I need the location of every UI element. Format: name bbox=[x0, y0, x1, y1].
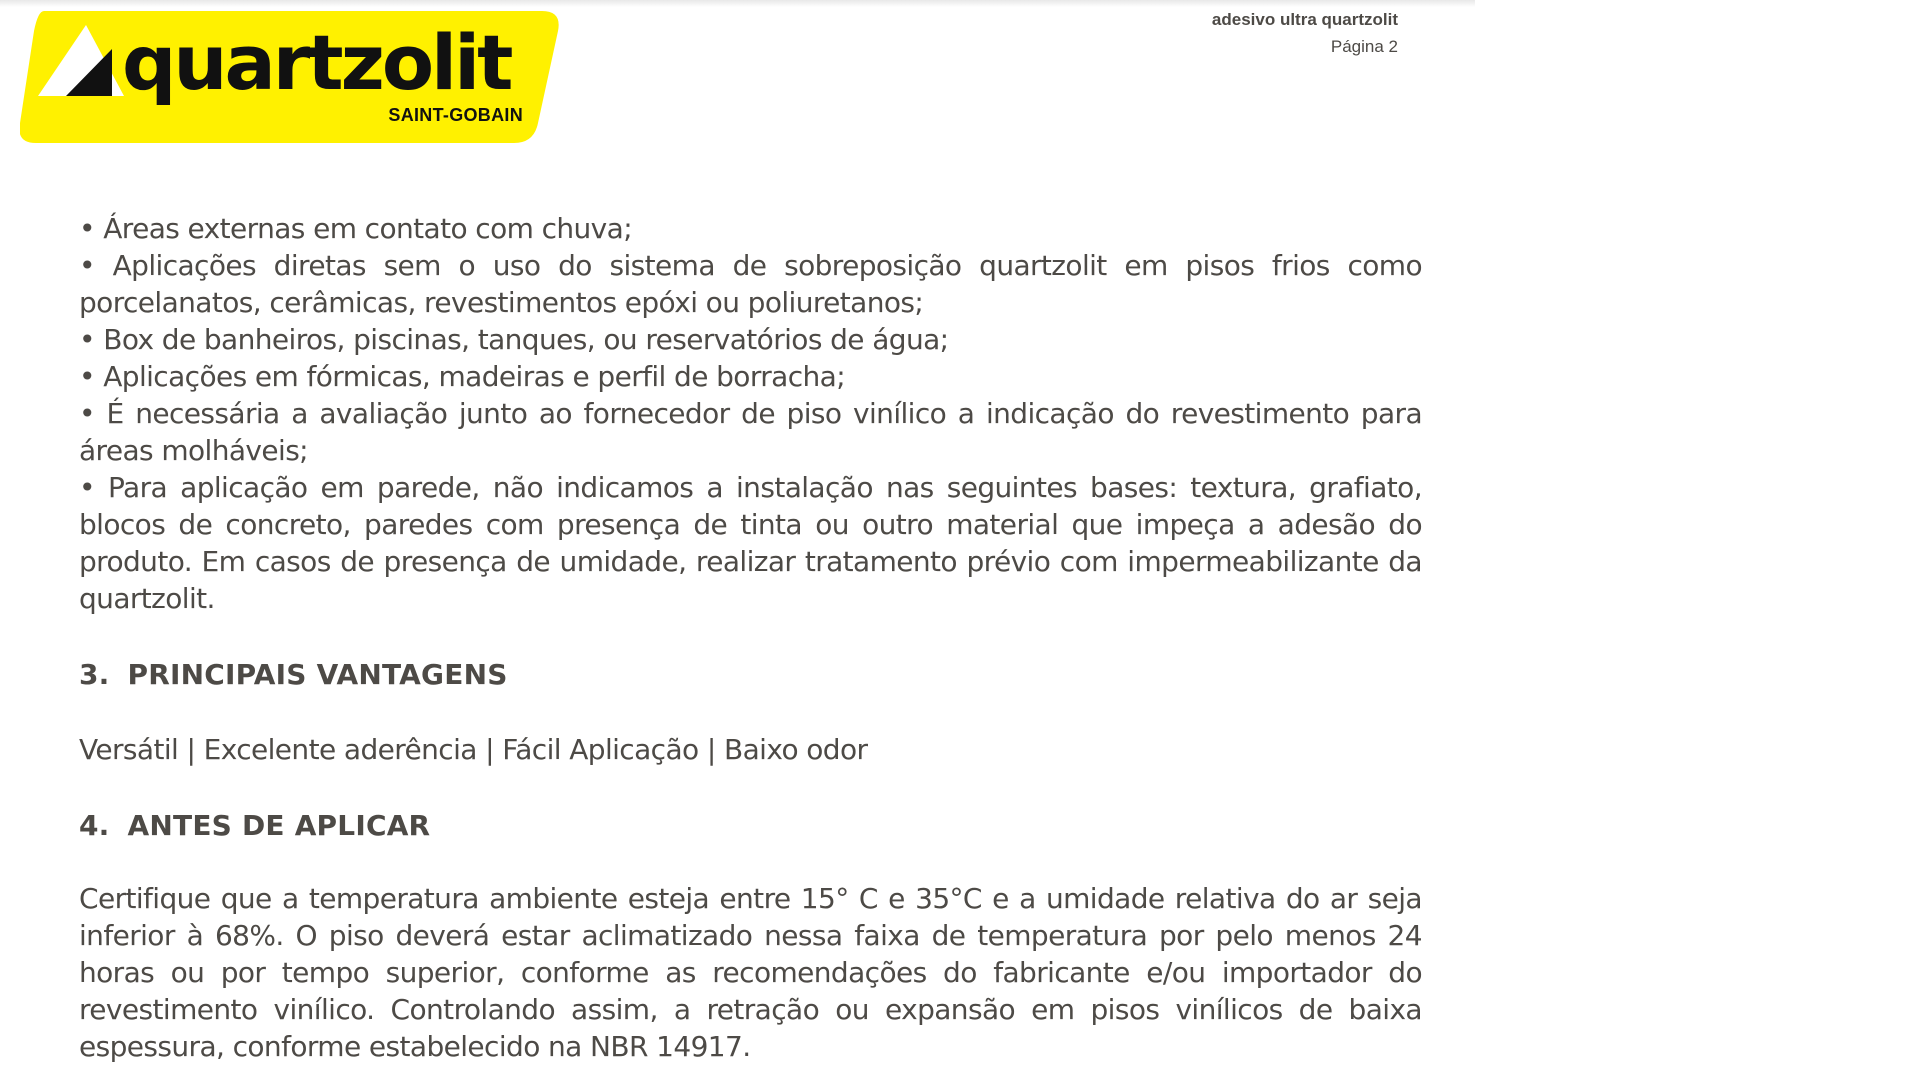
section-text-vantagens: Versátil | Excelente aderência | Fácil Aplicação | Baixo odor bbox=[79, 733, 868, 766]
section-number: 4. bbox=[79, 809, 110, 842]
quartzolit-logo bbox=[20, 11, 560, 143]
document-body bbox=[79, 210, 1422, 1065]
section-heading-antes-de-aplicar bbox=[79, 807, 1422, 844]
document-header bbox=[1212, 6, 1398, 60]
section-title: ANTES DE APLICAR bbox=[127, 809, 431, 842]
list-item: • Áreas externas em contato com chuva; bbox=[79, 210, 1422, 247]
list-item: • Para aplicação em parede, não indicamos a instalação nas seguintes bases: textura, grafiato, blocos de concreto, paredes com presença de tinta ou outro material que impeça a adesão do produto. Em casos de presença de umidade, realizar tratamento prévio com impermeabilizante da quartzolit. bbox=[79, 469, 1422, 617]
restrictions-list bbox=[79, 210, 1422, 617]
section-heading-vantagens bbox=[79, 656, 1422, 693]
list-item: • Aplicações diretas sem o uso do sistema de sobreposição quartzolit em pisos frios como porcelanatos, cerâmicas, revestimentos epóxi ou poliuretanos; bbox=[79, 247, 1422, 321]
page-number: Página 2 bbox=[1330, 37, 1398, 56]
section-text-antes-de-aplicar: Certifique que a temperatura ambiente esteja entre 15° C e 35°C e a umidade relativa do ar seja inferior à 68%. O piso deverá estar aclimatizado nessa faixa de temperatura por pelo menos 24 horas ou por tempo superior, conforme as recomendações do fabricante e/ou importador do revestimento vinílico. Controlando assim, a retração ou expansão em pisos vinílicos de baixa espessura, conforme estabelecido na NBR 14917. bbox=[79, 882, 1422, 1063]
product-name: adesivo ultra quartzolit bbox=[1211, 10, 1398, 29]
section-number: 3. bbox=[79, 658, 110, 691]
list-item: • Box de banheiros, piscinas, tanques, ou reservatórios de água; bbox=[79, 321, 1422, 358]
logo-subbrand: SAINT-GOBAIN bbox=[388, 105, 523, 125]
logo-wordmark: quartzolit bbox=[122, 18, 511, 107]
list-item: • Aplicações em fórmicas, madeiras e perfil de borracha; bbox=[79, 358, 1422, 395]
list-item: • É necessária a avaliação junto ao fornecedor de piso vinílico a indicação do revestimento para áreas molháveis; bbox=[79, 395, 1422, 469]
section-title: PRINCIPAIS VANTAGENS bbox=[127, 658, 508, 691]
